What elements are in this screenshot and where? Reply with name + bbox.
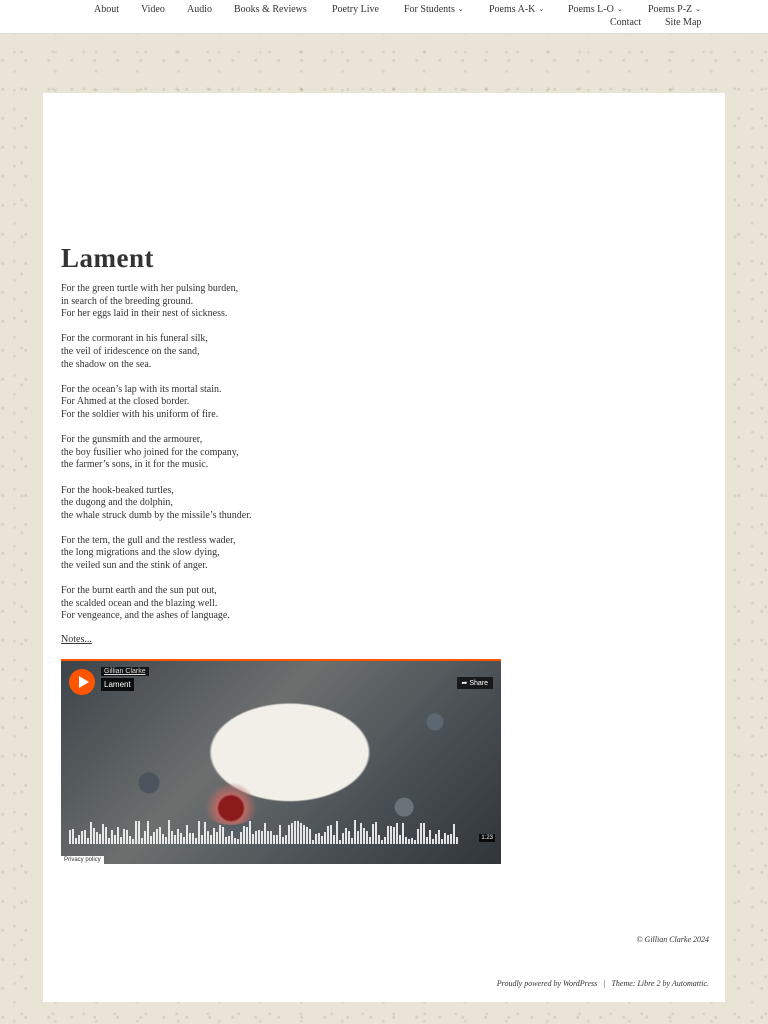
nav-item-poems-a-k[interactable] [489,4,544,15]
waveform-bar [102,824,104,844]
waveform-bar [441,839,443,844]
waveform-bar [414,840,416,844]
poem-stanza [61,485,361,523]
poem-line: the long migrations and the slow dying, [61,547,220,559]
waveform-bar [417,829,419,844]
waveform-bar [117,827,119,844]
waveform-bar [240,832,242,844]
waveform-bar [129,836,131,844]
waveform-bar [93,828,95,844]
waveform-bar [261,831,263,844]
nav-item-poems-p-z[interactable] [648,4,701,15]
waveform-bar [87,838,89,844]
waveform-bar [324,832,326,844]
waveform-bar [159,827,161,844]
chevron-down-icon: ⌄ [538,5,545,13]
nav-item-label: For Students [404,4,455,15]
waveform-bar [297,821,299,844]
nav-row-secondary [0,17,768,29]
poem-line: the veiled sun and the stink of anger. [61,560,208,572]
duration-label: 1:23 [481,835,493,841]
nav-item-about[interactable] [94,4,119,15]
poem-line: For the hook-beaked turtles, [61,484,174,496]
nav-row-primary [0,4,768,16]
poem-line: For the ocean’s lap with its mortal stain. [61,383,222,395]
waveform-bar [252,834,254,844]
waveform-bar [225,837,227,844]
waveform-bar [387,826,389,844]
waveform-bar [345,828,347,844]
waveform-bar [141,838,143,844]
soundcloud-player[interactable] [61,659,501,864]
waveform-bar [192,833,194,844]
poem-line: For Ahmed at the closed border. [61,396,190,408]
waveform-bar [207,831,209,844]
waveform-bar [165,837,167,844]
waveform-bar [357,831,359,844]
waveform-bar [99,834,101,844]
waveform-bar [120,837,122,844]
poem-line: For vengeance, and the ashes of language. [61,610,230,622]
waveform-bar [408,839,410,844]
waveform-bar [360,823,362,844]
waveform-bar [126,830,128,844]
poem-line: For the green turtle with her pulsing burden, [61,283,239,294]
waveform-bar [198,821,200,844]
waveform-bar [162,834,164,844]
waveform-bar [228,836,230,844]
waveform-bar [354,820,356,844]
copyright-text: © Gillian Clarke 2024 [636,935,709,944]
waveform-bar [111,830,113,844]
waveform-bar [327,826,329,844]
nav-item-label: Site Map [665,17,702,28]
waveform-bar [282,837,284,844]
nav-item-label: Contact [610,17,642,28]
waveform-bar [321,836,323,844]
waveform-bar [243,826,245,844]
waveform-bar [351,838,353,844]
nav-item-contact[interactable] [610,17,641,28]
waveform-bar [384,837,386,844]
waveform-bar [168,820,170,844]
waveform-bar [393,827,395,844]
poem-line: For the cormorant in his funeral silk, [61,333,208,345]
waveform-bar [108,838,110,844]
waveform-bar [75,838,77,844]
waveform-bar [423,823,425,844]
waveform-bar [336,821,338,844]
waveform-bar [123,829,125,844]
waveform-bar [399,835,401,844]
waveform-bar [255,831,257,844]
poem-line: For the soldier with his uniform of fire. [61,408,219,420]
waveform-bar [273,835,275,844]
waveform-bar [426,837,428,844]
waveform-bar [213,828,215,844]
waveform-bar [147,821,149,844]
waveform-bar [132,839,134,844]
chevron-down-icon: ⌄ [457,5,464,13]
waveform-bar [348,831,350,844]
waveform-bar [276,835,278,844]
waveform-bar [135,821,137,844]
waveform-bar [363,828,365,844]
poem-line: the whale struck dumb by the missile’s thunder. [61,509,252,521]
waveform-bar [69,830,71,844]
waveform-bar [429,830,431,844]
waveform-bar [234,838,236,844]
waveform-bar [105,827,107,844]
waveform-bar [180,833,182,844]
poem-line: in search of the breeding ground. [61,295,194,307]
waveform-bar [249,821,251,844]
waveform-bar [402,823,404,844]
waveform-bar [267,831,269,844]
poem-line: For her eggs laid in their nest of sickness. [61,308,228,320]
waveform-bar [312,840,314,844]
nav-item-audio[interactable] [187,4,212,15]
waveform-bar [390,826,392,844]
waveform-bar [144,831,146,844]
nav-item-video[interactable] [141,4,165,15]
poem-line: For the tern, the gull and the restless wader, [61,534,236,546]
waveform[interactable] [69,818,479,844]
waveform-bar [447,835,449,844]
waveform-bar [258,830,260,844]
nav-item-poetry-live[interactable] [332,4,379,15]
waveform-bar [264,823,266,844]
nav-item-label: Poems L-O [568,4,614,15]
waveform-bar [405,837,407,844]
waveform-bar [186,825,188,844]
waveform-bar [306,827,308,844]
nav-item-site-map[interactable] [665,17,701,28]
waveform-bar [411,838,413,844]
site-footer [497,979,709,988]
artist-link[interactable]: Gillian Clarke [101,667,149,676]
play-button[interactable] [69,669,95,695]
waveform-bar [318,833,320,844]
poem-line: the dugong and the dolphin, [61,497,173,509]
top-navigation [0,0,768,34]
waveform-bar [153,832,155,844]
nav-item-label: Poetry Live [332,4,379,15]
waveform-bar [81,831,83,844]
waveform-bar [285,835,287,844]
waveform-bar [201,835,203,844]
waveform-bar [156,829,158,844]
waveform-bar [303,825,305,844]
poem-line: For the burnt earth and the sun put out, [61,585,217,597]
footer-separator: | [603,979,606,988]
poem-line: the boy fusilier who joined for the company, [61,446,239,458]
waveform-bar [204,822,206,844]
waveform-bar [456,837,458,844]
waveform-bar [138,821,140,844]
waveform-bar [72,829,74,844]
waveform-bar [432,839,434,844]
nav-item-label: About [94,4,119,15]
waveform-bar [396,823,398,844]
waveform-bar [231,831,233,844]
waveform-bar [381,840,383,844]
waveform-bar [315,834,317,844]
waveform-bar [444,833,446,844]
waveform-bar [150,836,152,844]
content-card [43,93,725,1002]
poem-line: For the gunsmith and the armourer, [61,434,203,446]
waveform-bar [300,823,302,844]
poem-line: the shadow on the sea. [61,358,152,370]
waveform-bar [294,821,296,844]
waveform-bar [96,832,98,844]
waveform-bar [237,839,239,844]
waveform-bar [420,823,422,844]
waveform-bar [342,833,344,844]
waveform-bar [114,835,116,844]
waveform-bar [369,837,371,844]
share-button[interactable] [457,677,494,689]
waveform-bar [450,834,452,844]
waveform-bar [90,822,92,844]
wordpress-link[interactable]: Proudly powered by WordPress [496,979,598,988]
waveform-bar [183,837,185,844]
nav-item-books-reviews[interactable] [234,4,307,15]
track-title: Lament [101,678,134,691]
nav-item-label: Audio [187,4,212,15]
waveform-bar [453,824,455,844]
waveform-bar [333,835,335,844]
waveform-bar [171,831,173,844]
privacy-policy-link[interactable]: Privacy policy [61,856,104,864]
waveform-bar [330,825,332,844]
poem-line: the scalded ocean and the blazing well. [61,597,218,609]
waveform-bar [189,833,191,844]
waveform-bar [210,835,212,844]
nav-item-label: Poems P-Z [648,4,693,15]
waveform-bar [378,835,380,844]
waveform-bar [270,831,272,844]
poem-line: the veil of iridescence on the sand, [61,345,200,357]
nav-item-for-students[interactable] [404,4,464,15]
waveform-bar [309,829,311,844]
waveform-bar [216,832,218,844]
waveform-bar [339,840,341,844]
poem-line: the farmer’s sons, in it for the music. [61,459,209,471]
waveform-bar [78,835,80,844]
waveform-bar [219,825,221,844]
waveform-bar [177,829,179,844]
waveform-bar [279,825,281,844]
waveform-bar [84,830,86,844]
share-label: Share [469,680,488,687]
page-title: Lament [61,243,154,273]
waveform-bar [174,835,176,844]
waveform-bar [288,825,290,844]
waveform-bar [246,827,248,844]
waveform-bar [372,824,374,844]
poem-stanza [61,333,361,371]
notes-link[interactable]: Notes... [61,634,92,645]
poem-body [61,283,361,636]
poem-stanza [61,283,361,321]
poem-stanza [61,535,361,573]
chevron-down-icon: ⌄ [695,5,702,13]
waveform-bar [366,831,368,844]
nav-item-label: Poems A-K [489,4,536,15]
nav-item-label: Books & Reviews [234,4,307,15]
waveform-bar [195,838,197,844]
chevron-down-icon: ⌄ [616,5,623,13]
nav-item-label: Video [141,4,165,15]
nav-item-poems-l-o[interactable] [568,4,623,15]
waveform-bar [222,827,224,844]
poem-stanza [61,434,361,472]
poem-stanza [61,585,361,623]
poem-stanza [61,384,361,422]
waveform-bar [438,830,440,844]
theme-link[interactable]: Theme: Libre 2 by Automattic. [611,979,709,988]
waveform-bar [291,823,293,844]
waveform-bar [375,822,377,844]
waveform-bar [435,834,437,844]
share-icon: ➦ [461,680,470,687]
